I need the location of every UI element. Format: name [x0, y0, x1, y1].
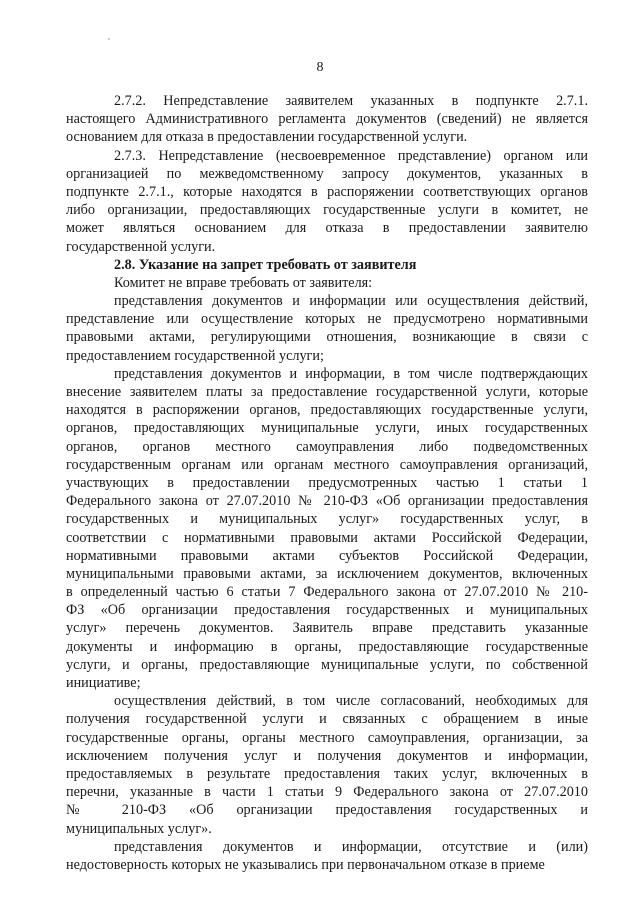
- text-line: ФЗ «Об организации предоставления государственных и муниципальных: [66, 602, 588, 619]
- text-line: Федерального закона от 27.07.2010 № 210-ФЗ «Об организации предоставления: [66, 493, 588, 510]
- document-body: [66, 92, 588, 874]
- text-line: государственные органы, органы местного самоуправления, организации, за: [66, 729, 588, 746]
- text-line: перечни, указанные в части 1 статьи 9 Федерального закона от 27.07.2010: [66, 784, 588, 801]
- text-line: представления документов и информации, отсутствие и (или): [114, 838, 588, 855]
- text-line: 2.8. Указание на запрет требовать от заявителя: [114, 256, 417, 273]
- text-line: нормативными правовыми актами субъектов Российской Федерации,: [66, 547, 588, 564]
- text-line: государственной услуги.: [66, 238, 216, 255]
- paragraph: [66, 274, 588, 292]
- text-line: представления документов и информации, в том числе подтверждающих: [114, 365, 588, 382]
- text-line: инициативе;: [66, 675, 141, 691]
- text-line: либо организации, предоставляющих государственные услуги в комитет, не: [66, 202, 588, 219]
- text-line: государственным органам или органам местного самоуправления организаций,: [66, 456, 588, 473]
- text-line: настоящего Административного регламента документов (сведений) не является: [66, 111, 588, 128]
- text-line: представления документов и информации или осуществления действий,: [114, 293, 588, 310]
- text-line: внесение заявителем платы за предоставление государственной услуги, которые: [66, 384, 588, 400]
- text-line: услуги, и органы, предоставляющие муниципальные услуги, по собственной: [66, 656, 588, 673]
- paragraph: [66, 365, 588, 692]
- text-line: в определенный частью 6 статьи 7 Федерального закона от 27.07.2010 № 210-: [66, 584, 588, 601]
- text-line: органов, предоставляющих муниципальные услуги, иных государственных: [66, 420, 588, 437]
- text-line: исключением получения услуг и получения документов и информации,: [66, 747, 588, 764]
- page-number: 8: [316, 60, 324, 75]
- text-line: органов, органов местного самоуправления либо подведомственных: [66, 438, 588, 455]
- paragraph: [66, 147, 588, 256]
- text-line: муниципальными правовыми актами, за исключением документов, включенных: [66, 565, 588, 582]
- text-line: недостоверность которых не указывались при первоначальном отказе в приеме: [66, 856, 545, 873]
- text-line: получения государственной услуги и связанных с обращением в иные: [66, 711, 588, 728]
- text-line: организацией по межведомственному запросу документов, указанных в: [66, 165, 588, 182]
- text-line: находятся в распоряжении органов, предоставляющих государственные услуги,: [66, 402, 588, 419]
- text-line: государственных и муниципальных услуг» государственных услуг, в: [66, 511, 588, 528]
- text-line: участвующих в предоставлении предусмотренных частью 1 статьи 1: [66, 474, 588, 491]
- text-line: подпункте 2.7.1., которые находятся в распоряжении соответствующих органов: [66, 183, 588, 200]
- text-line: муниципальных услуг».: [66, 820, 212, 837]
- text-line: предоставляемых в результате предоставления таких услуг, включенных в: [66, 765, 588, 782]
- text-line: может являться основанием для отказа в предоставлении заявителю: [66, 220, 588, 237]
- text-line: 2.7.2. Непредставление заявителем указанных в подпункте 2.7.1.: [114, 93, 588, 109]
- section-heading: [66, 256, 588, 274]
- text-line: основанием для отказа в предоставлении государственной услуги.: [66, 129, 468, 146]
- text-line: предоставлением государственной услуги;: [66, 347, 324, 364]
- scan-speck: [108, 38, 110, 40]
- text-line: Комитет не вправе требовать от заявителя:: [114, 274, 373, 291]
- paragraph: [66, 838, 588, 874]
- text-line: представление или осуществление которых не предусмотрено нормативными: [66, 311, 588, 328]
- paragraph: [66, 292, 588, 365]
- paragraph: [66, 692, 588, 838]
- text-line: соответствии с нормативными правовыми актами Российской Федерации,: [66, 529, 588, 546]
- paragraph: [66, 92, 588, 147]
- text-line: осуществления действий, в том числе согласований, необходимых для: [114, 693, 588, 710]
- text-line: документы и информацию в органы, предоставляющие государственные: [66, 638, 588, 655]
- text-line: № 210-ФЗ «Об организации предоставления государственных и: [66, 802, 588, 819]
- text-line: 2.7.3. Непредставление (несвоевременное представление) органом или: [114, 147, 588, 164]
- text-line: услуг» перечень документов. Заявитель вправе представить указанные: [66, 620, 588, 637]
- text-line: правовыми актами, регулирующими отношения, возникающие в связи с: [66, 329, 588, 346]
